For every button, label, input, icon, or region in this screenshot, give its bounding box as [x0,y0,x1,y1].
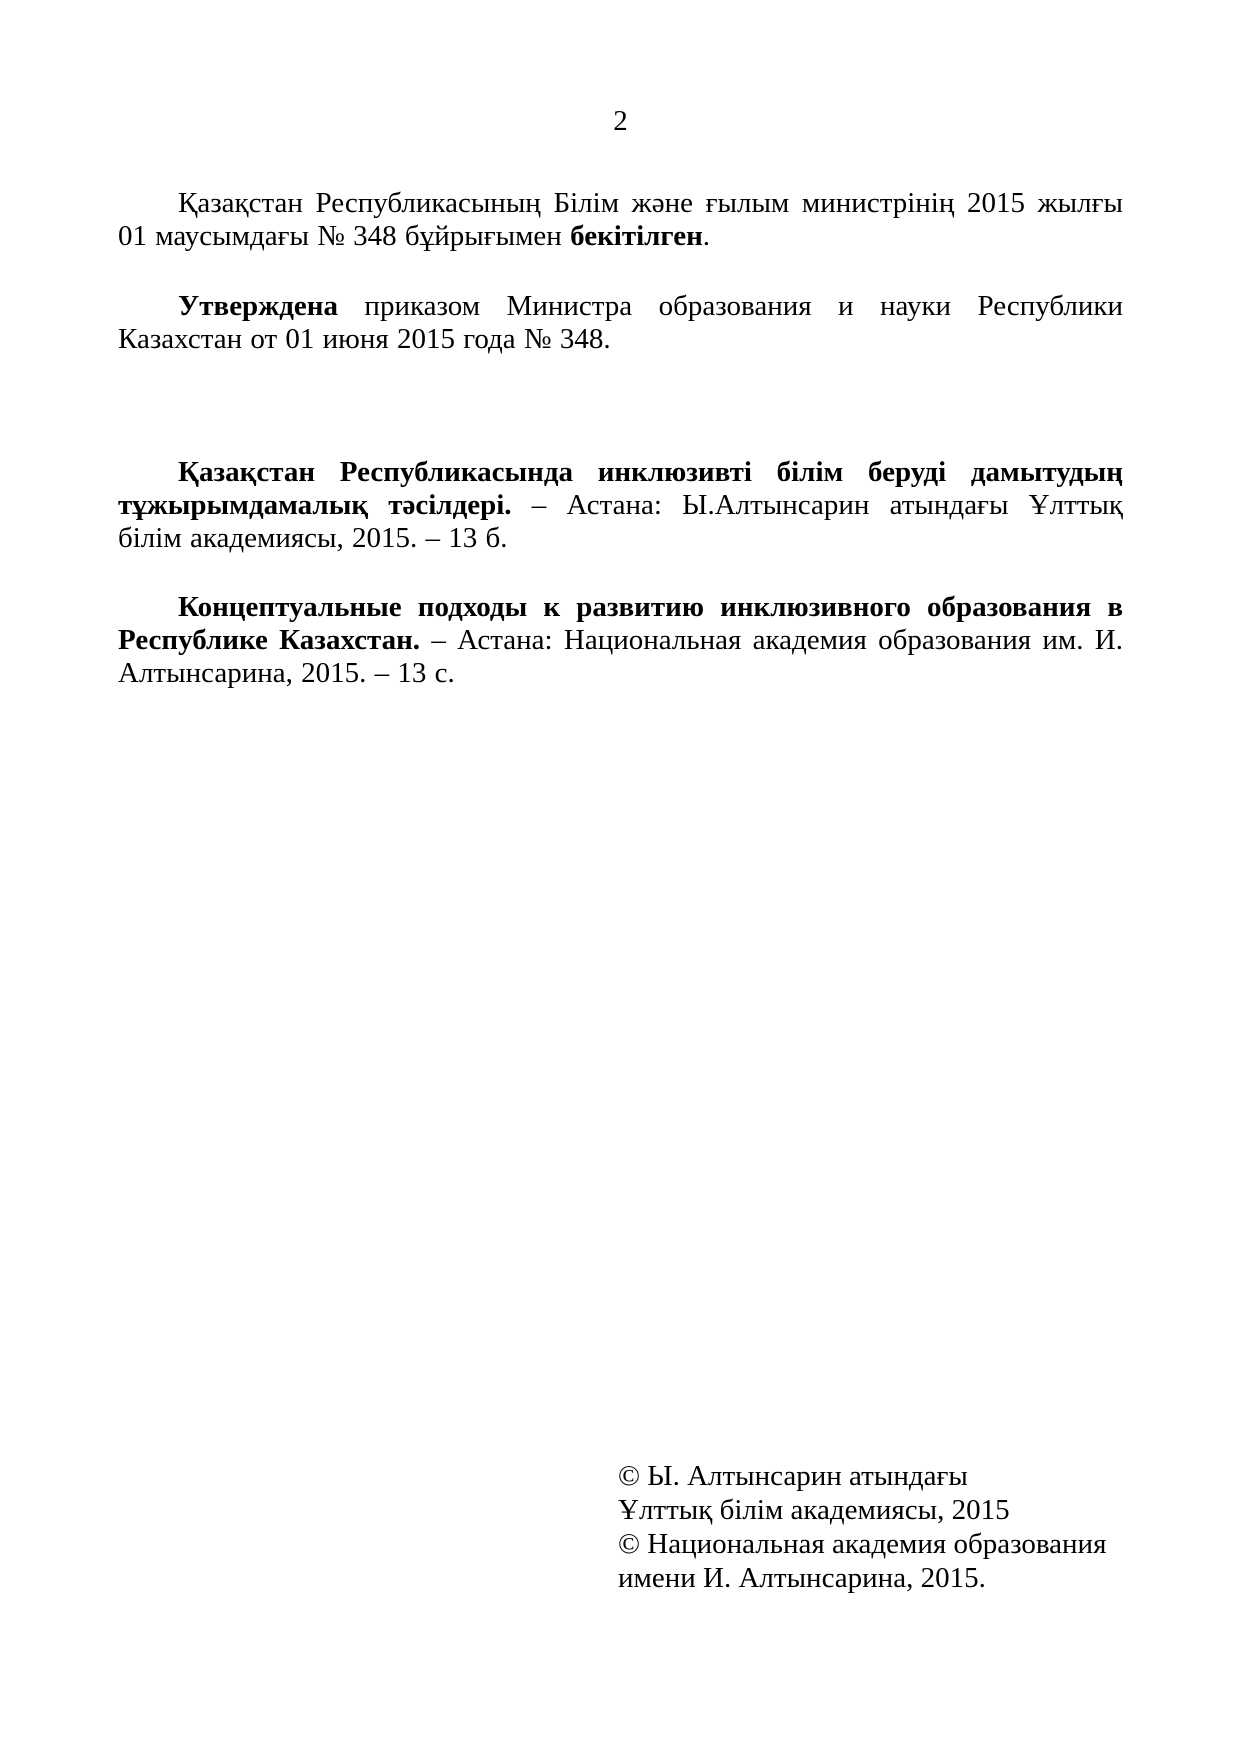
text-segment-bold: Қазақстан Республикасында инклюзивті білім беруді дамытудың тұжырымдамалық тәсілдері. [118,456,1123,521]
text-segment-bold: Утверждена [178,290,338,322]
copyright-block [618,1459,1106,1595]
text-segment: Қазақстан Республикасының Білім және ғылым министрінің 2015 жылғы 01 маусымдағы № 348 бұйрығымен [118,187,1123,252]
paragraph-kazakh-citation [118,456,1123,555]
copyright-line-russian-1: © Национальная академия образования [618,1528,1107,1560]
paragraph-russian-approval [118,290,1123,356]
text-segment: – Астана: Национальная академия образования им. И. Алтынсарина, 2015. – 13 с. [118,624,1123,689]
text-segment: приказом Министра образования и науки Республики Казахстан от 01 июня 2015 года № 348. [118,290,1123,355]
text-segment-bold: Концептуальные подходы к развитию инклюзивного образования в Республике Казахстан. [118,591,1123,656]
copyright-line-kazakh-1: © Ы. Алтынсарин атындағы [618,1460,968,1492]
text-segment: . [702,220,711,252]
page-number: 2 [613,105,628,137]
paragraph-kazakh-approval [118,187,1123,253]
text-segment: – Астана: Ы.Алтынсарин атындағы Ұлттық білім академиясы, 2015. – 13 б. [118,489,1123,554]
copyright-line-russian-2: имени И. Алтынсарина, 2015. [618,1562,986,1594]
paragraph-russian-citation [118,591,1123,690]
copyright-line-kazakh-2: Ұлттық білім академиясы, 2015 [618,1494,1010,1526]
text-segment-bold: бекітілген [570,220,703,252]
